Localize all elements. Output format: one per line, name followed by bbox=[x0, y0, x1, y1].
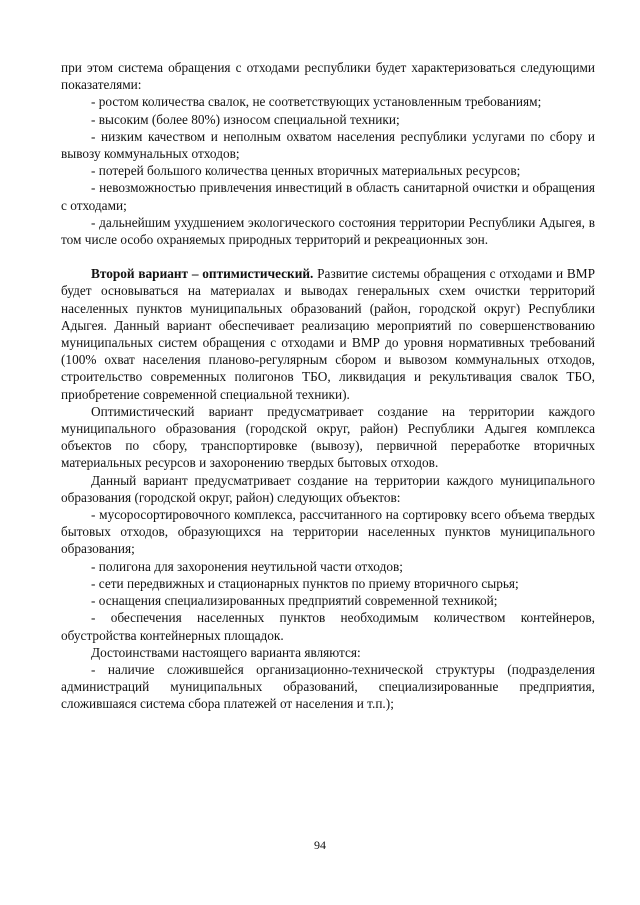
paragraph-text: - низким качеством и неполным охватом населения республики услугами по сбору и вывозу коммунальных отходов; bbox=[61, 128, 595, 162]
paragraph-text: - невозможностью привлечения инвестиций в область санитарной очистки и обращения с отходами; bbox=[61, 180, 595, 213]
document-body bbox=[61, 59, 595, 713]
paragraph bbox=[61, 214, 595, 248]
paragraph-text: при этом система обращения с отходами республики будет характеризоваться следующими показателями: bbox=[61, 60, 595, 93]
paragraph bbox=[61, 59, 595, 93]
paragraph-text: - дальнейшим ухудшением экологического состояния территории Республики Адыгея, в том числе особо охраняемых природных территорий и рекреационных зон. bbox=[61, 214, 595, 248]
paragraph bbox=[61, 111, 595, 128]
paragraph bbox=[61, 661, 595, 713]
paragraph-text: - обеспечения населенных пунктов необходимым количеством контейнеров, обустройства контейнерных площадок. bbox=[61, 610, 595, 643]
paragraph-text: Достоинствами настоящего варианта являются: bbox=[91, 644, 361, 660]
paragraph bbox=[61, 575, 595, 592]
paragraph bbox=[61, 472, 595, 506]
paragraph-text: Данный вариант предусматривает создание на территории каждого муниципального образования (городской округ, район) следующих объектов: bbox=[61, 472, 595, 505]
paragraph-text: - сети передвижных и стационарных пунктов по приему вторичного сырья; bbox=[91, 575, 519, 591]
paragraph-text: - потерей большого количества ценных вторичных материальных ресурсов; bbox=[91, 163, 521, 179]
paragraph bbox=[61, 128, 595, 162]
paragraph-text: - наличие сложившейся организационно-технической структуры (подразделения администраций муниципальных образований, специализированные предприятия, сложившаяся система сбора платежей от населения и т.п.); bbox=[61, 661, 595, 712]
paragraph bbox=[61, 609, 595, 643]
paragraph-text: Развитие системы обращения с отходами и ВМР будет основываться на материалах и выводах генеральных схем очистки территорий населенных пунктов муниципальных образований (район, городской округ) Республики Адыгея. Данный вариант обеспечивает реализацию мероприятий по совершенствованию муниципальных систем обращения с отходами и ВМР до уровня нормативных требований (100% охват населения планово-регулярным сбором и вывозом коммунальных отходов, строительство современных полигонов ТБО, ликвидация и рекультивация свалок ТБО, приобретение современной специальной техники). bbox=[61, 266, 596, 402]
paragraph bbox=[61, 644, 595, 661]
page-number: 94 bbox=[314, 838, 326, 852]
paragraph-text: Оптимистический вариант предусматривает создание на территории каждого муниципального образования (городской округ, район) Республики Адыгея комплекса объектов по сбору, транспортировке (вывозу), первичной переработке вторичных материальных ресурсов и захоронению твердых бытовых отходов. bbox=[61, 403, 595, 471]
paragraph-heading: Второй вариант – оптимистический. bbox=[91, 266, 314, 282]
paragraph-text: - полигона для захоронения неутильной части отходов; bbox=[91, 558, 403, 574]
paragraph bbox=[61, 265, 595, 403]
paragraph bbox=[61, 403, 595, 472]
paragraph bbox=[61, 558, 595, 575]
paragraph bbox=[61, 162, 595, 179]
paragraph bbox=[61, 93, 595, 110]
paragraph bbox=[61, 179, 595, 213]
paragraph-text: - ростом количества свалок, не соответствующих установленным требованиям; bbox=[91, 94, 542, 110]
paragraph bbox=[61, 592, 595, 609]
paragraph-text: - мусоросортировочного комплекса, рассчитанного на сортировку всего объема твердых бытовых отходов, образующихся на территории населенных пунктов муниципального образования; bbox=[61, 507, 595, 557]
paragraph-text: - высоким (более 80%) износом специальной техники; bbox=[91, 111, 400, 127]
paragraph-text: - оснащения специализированных предприятий современной техникой; bbox=[91, 593, 498, 609]
paragraph bbox=[61, 506, 595, 558]
